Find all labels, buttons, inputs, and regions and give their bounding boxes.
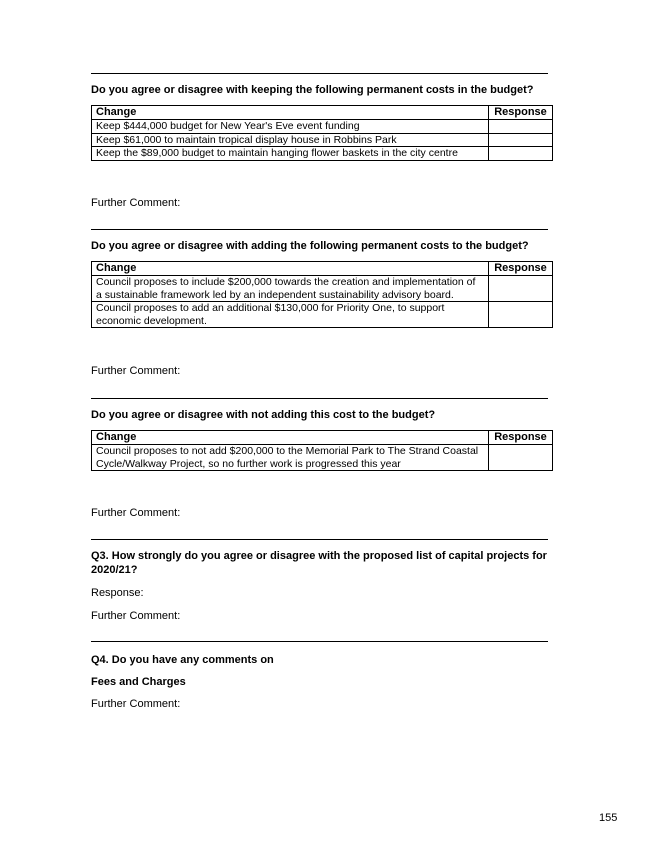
- change-cell: Council proposes to include $200,000 towards the creation and implementation of a sustainable framework led by an independent sustainability advisory board.: [92, 276, 489, 302]
- page-number: 155: [599, 812, 618, 824]
- change-cell: Keep $444,000 budget for New Year's Eve event funding: [92, 120, 489, 134]
- table-row: [92, 133, 553, 147]
- fees-and-charges-heading: Fees and Charges: [91, 676, 186, 688]
- section-heading-keep-costs: Do you agree or disagree with keeping the following permanent costs in the budget?: [91, 84, 534, 96]
- divider-rule: [91, 539, 548, 540]
- divider-rule: [91, 641, 548, 642]
- change-cell: Keep $61,000 to maintain tropical display house in Robbins Park: [92, 133, 489, 147]
- change-cell: Council proposes to add an additional $130,000 for Priority One, to support economic development.: [92, 302, 489, 328]
- table-row: [92, 445, 553, 471]
- section-heading-add-costs: Do you agree or disagree with adding the following permanent costs to the budget?: [91, 240, 529, 252]
- divider-rule: [91, 398, 548, 399]
- further-comment-label: Further Comment:: [91, 365, 181, 377]
- response-cell[interactable]: [489, 276, 553, 302]
- response-cell[interactable]: [489, 133, 553, 147]
- table-row: [92, 120, 553, 134]
- table-row: [92, 147, 553, 161]
- change-cell: Keep the $89,000 budget to maintain hanging flower baskets in the city centre: [92, 147, 489, 161]
- keep-costs-table: [91, 105, 553, 161]
- further-comment-label: Further Comment:: [91, 610, 181, 622]
- column-header-change: Change: [92, 262, 489, 276]
- divider-rule: [91, 229, 548, 230]
- column-header-change: Change: [92, 431, 489, 445]
- column-header-response: Response: [489, 431, 553, 445]
- add-costs-table: [91, 261, 553, 328]
- table-row: [92, 302, 553, 328]
- further-comment-label: Further Comment:: [91, 698, 181, 710]
- section-heading-not-adding: Do you agree or disagree with not adding this cost to the budget?: [91, 409, 436, 421]
- response-cell[interactable]: [489, 445, 553, 471]
- table-row: [92, 276, 553, 302]
- question-4-heading: Q4. Do you have any comments on: [91, 654, 274, 666]
- response-label: Response:: [91, 587, 144, 599]
- further-comment-label: Further Comment:: [91, 507, 181, 519]
- response-cell[interactable]: [489, 120, 553, 134]
- column-header-response: Response: [489, 262, 553, 276]
- column-header-response: Response: [489, 106, 553, 120]
- response-cell[interactable]: [489, 147, 553, 161]
- column-header-change: Change: [92, 106, 489, 120]
- change-cell: Council proposes to not add $200,000 to the Memorial Park to The Strand Coastal Cycle/Walkway Project, so no further work is progressed this year: [92, 445, 489, 471]
- response-cell[interactable]: [489, 302, 553, 328]
- further-comment-label: Further Comment:: [91, 197, 181, 209]
- divider-rule: [91, 73, 548, 74]
- question-3-heading: Q3. How strongly do you agree or disagree with the proposed list of capital projects for 2020/21?: [91, 550, 547, 576]
- not-adding-table: [91, 430, 553, 471]
